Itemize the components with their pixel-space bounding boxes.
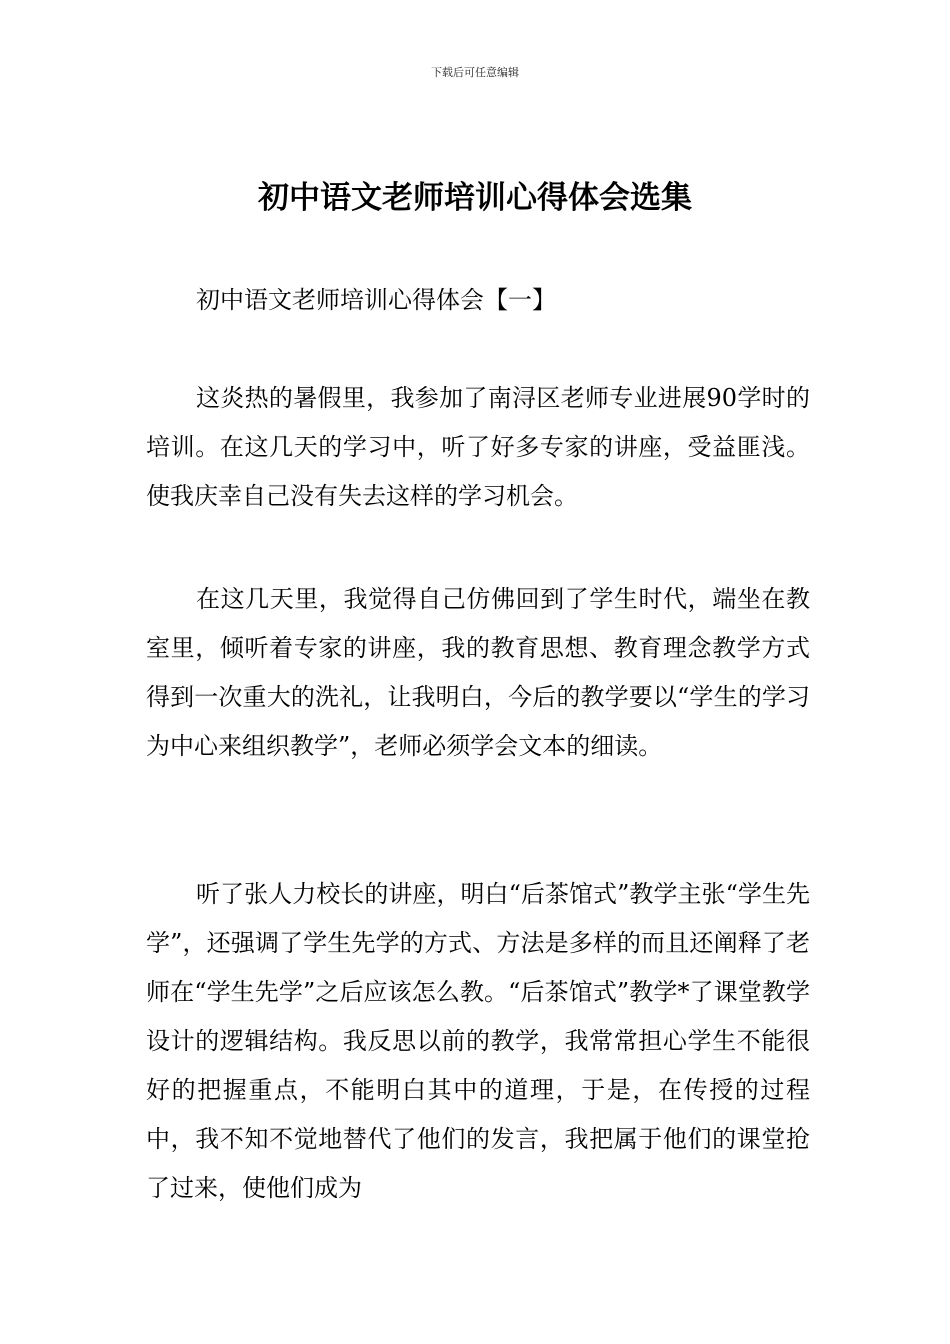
document-title: 初中语文老师培训心得体会选集 — [258, 180, 692, 216]
paragraph-3: 听了张人力校长的讲座，明白“后茶馆式”教学主张“学生先学”，还强调了学生先学的方式、方法是多样的而且还阐释了老师在“学生先学”之后应该怎么教。“后茶馆式”教学*了课堂教学设计的逻辑结构。我反思以前的教学，我常常担心学生不能很好的把握重点，不能明白其中的道理，于是，在传授的过程中，我不知不觉地替代了他们的发言，我把属于他们的课堂抢了过来，使他们成为 — [146, 880, 810, 1202]
paragraph-1: 这炎热的暑假里，我参加了南浔区老师专业进展90学时的培训。在这几天的学习中，听了好多专家的讲座，受益匪浅。使我庆幸自己没有失去这样的学习机会。 — [146, 384, 810, 510]
page-header-note: 下载后可任意编辑 — [431, 66, 519, 79]
paragraph-2: 在这几天里，我觉得自己仿佛回到了学生时代，端坐在教室里，倾听着专家的讲座，我的教育思想、教育理念教学方式得到一次重大的洗礼，让我明白，今后的教学要以“学生的学习为中心来组织教学”，老师必须学会文本的细读。 — [146, 585, 810, 760]
section-subtitle: 初中语文老师培训心得体会【一】 — [196, 286, 556, 314]
